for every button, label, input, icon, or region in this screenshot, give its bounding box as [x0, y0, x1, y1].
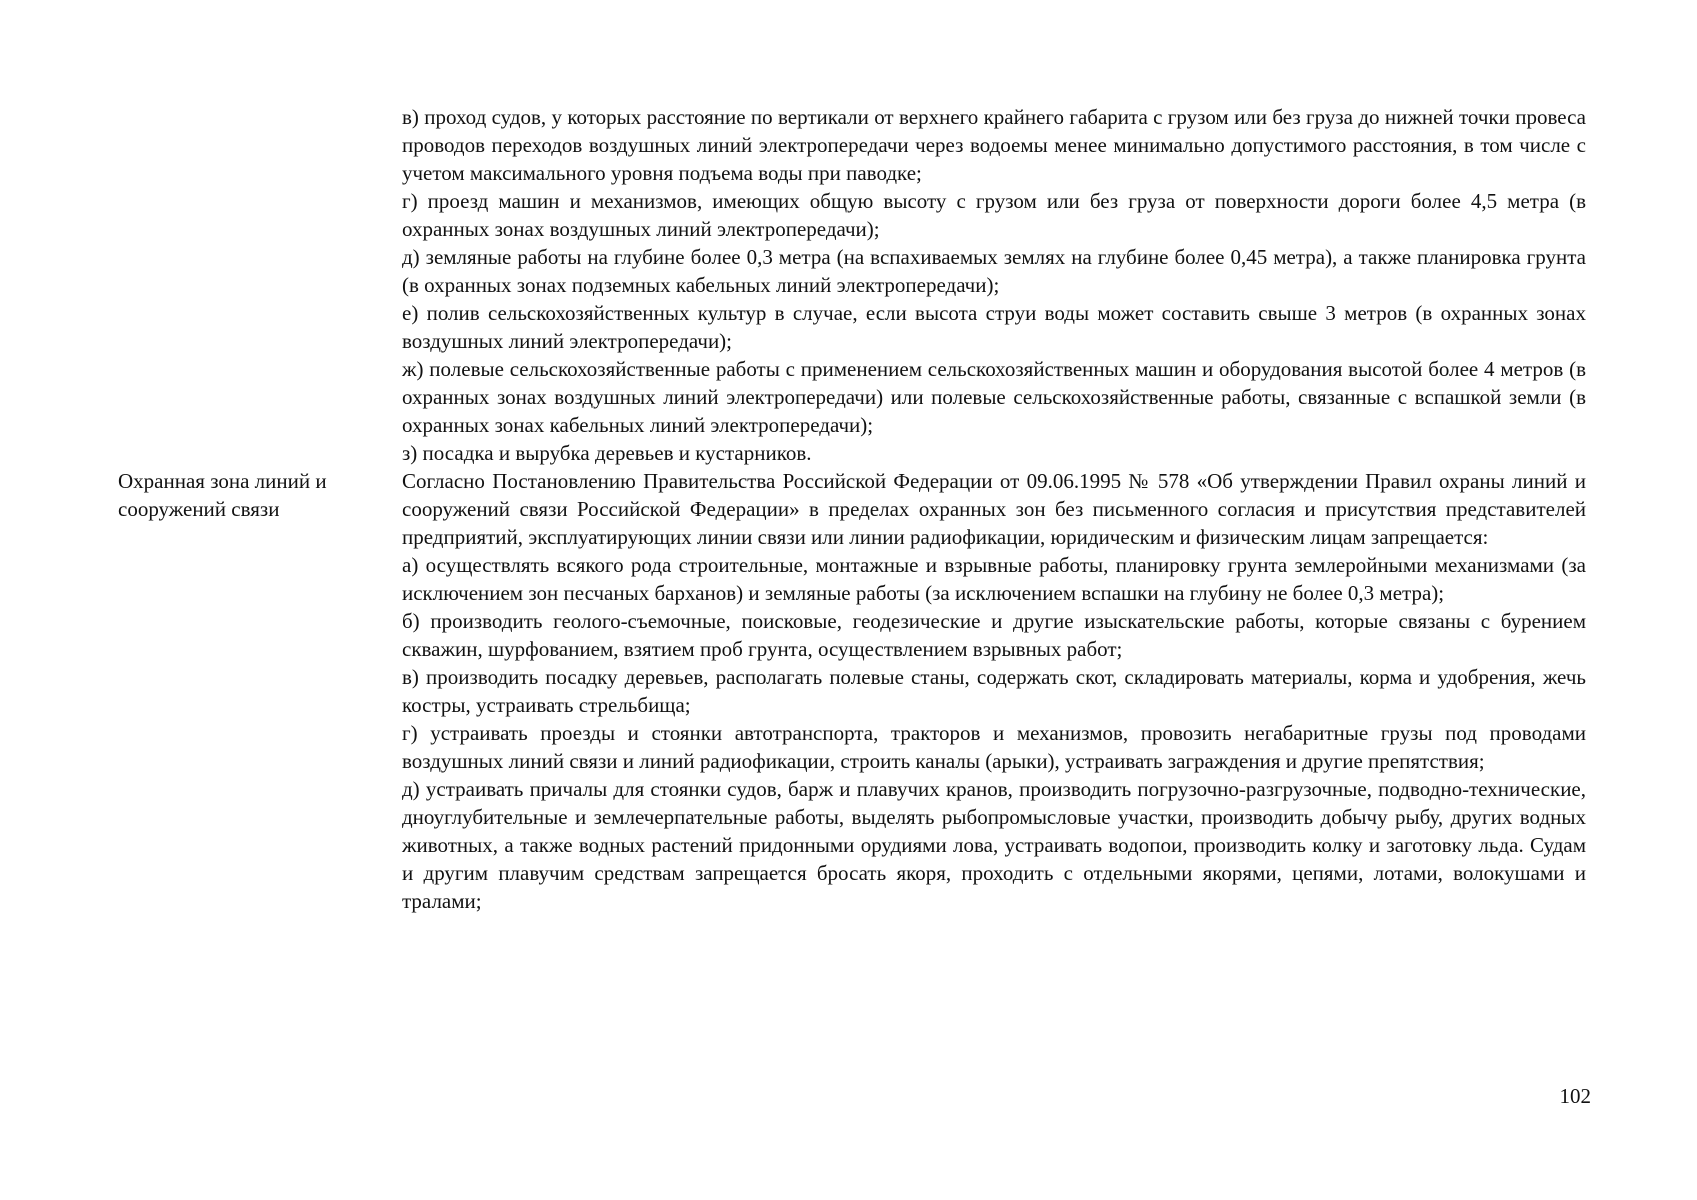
paragraph-z: з) посадка и вырубка деревьев и кустарников. — [402, 441, 812, 465]
paragraph-v: в) производить посадку деревьев, располагать полевые станы, содержать скот, складировать материалы, корма и удобрения, жечь костры, устраивать стрельбища; — [402, 665, 1586, 717]
row-label — [118, 103, 402, 467]
row-text — [402, 103, 1586, 467]
page-number: 102 — [1559, 1084, 1591, 1108]
paragraph-e: е) полив сельскохозяйственных культур в случае, если высота струи воды может составить свыше 3 метров (в охранных зонах воздушных линий электропередачи); — [402, 301, 1586, 353]
paragraph-d: д) земляные работы на глубине более 0,3 метра (на вспахиваемых землях на глубине более 0,45 метра), а также планировка грунта (в охранных зонах подземных кабельных линий электропередачи); — [402, 245, 1586, 297]
paragraph-g: г) устраивать проезды и стоянки автотранспорта, тракторов и механизмов, провозить негабаритные грузы под проводами воздушных линий связи и линий радиофикации, строить каналы (арыки), устраивать заграждения и другие препятствия; — [402, 721, 1586, 773]
row-label-communication-zone: Охранная зона линий и сооружений связи — [118, 469, 327, 521]
paragraph-zh: ж) полевые сельскохозяйственные работы с применением сельскохозяйственных машин и оборудования высотой более 4 метров (в охранных зонах воздушных линий электропередачи) или полевые сельскохозяйственные работы, связанные с вспашкой земли (в охранных зонах кабельных линий электропередачи); — [402, 357, 1586, 437]
table-row-power-lines-continued — [118, 103, 1588, 467]
row-text — [402, 467, 1586, 915]
paragraph-intro: Согласно Постановлению Правительства Российской Федерации от 09.06.1995 № 578 «Об утверждении Правил охраны линий и сооружений связи Российской Федерации» в пределах охранных зон без письменного согласия и присутствия представителей предприятий, эксплуатирующих линии связи или линии радиофикации, юридическим и физическим лицам запрещается: — [402, 469, 1586, 549]
table-row-communication-lines — [118, 467, 1588, 915]
paragraph-d: д) устраивать причалы для стоянки судов, барж и плавучих кранов, производить погрузочно-разгрузочные, подводно-технические, дноуглубительные и землечерпательные работы, выделять рыбопромысловые участки, производить добычу рыбу, других водных животных, а также водных растений придонными орудиями лова, устраивать водопои, производить колку и заготовку льда. Судам и другим плавучим средствам запрещается бросать якоря, проходить с отдельными якорями, цепями, лотами, волокушами и тралами; — [402, 777, 1586, 913]
paragraph-b: б) производить геолого-съемочные, поисковые, геодезические и другие изыскательские работы, которые связаны с бурением скважин, шурфованием, взятием проб грунта, осуществлением взрывных работ; — [402, 609, 1586, 661]
paragraph-a: а) осуществлять всякого рода строительные, монтажные и взрывные работы, планировку грунта землеройными механизмами (за исключением зон песчаных барханов) и земляные работы (за исключением вспашки на глубину не более 0,3 метра); — [402, 553, 1586, 605]
paragraph-v: в) проход судов, у которых расстояние по вертикали от верхнего крайнего габарита с грузом или без груза до нижней точки провеса проводов переходов воздушных линий электропередачи через водоемы менее минимально допустимого расстояния, в том числе с учетом максимального уровня подъема воды при паводке; — [402, 105, 1586, 185]
paragraph-g: г) проезд машин и механизмов, имеющих общую высоту с грузом или без груза от поверхности дороги более 4,5 метра (в охранных зонах воздушных линий электропередачи); — [402, 189, 1586, 241]
